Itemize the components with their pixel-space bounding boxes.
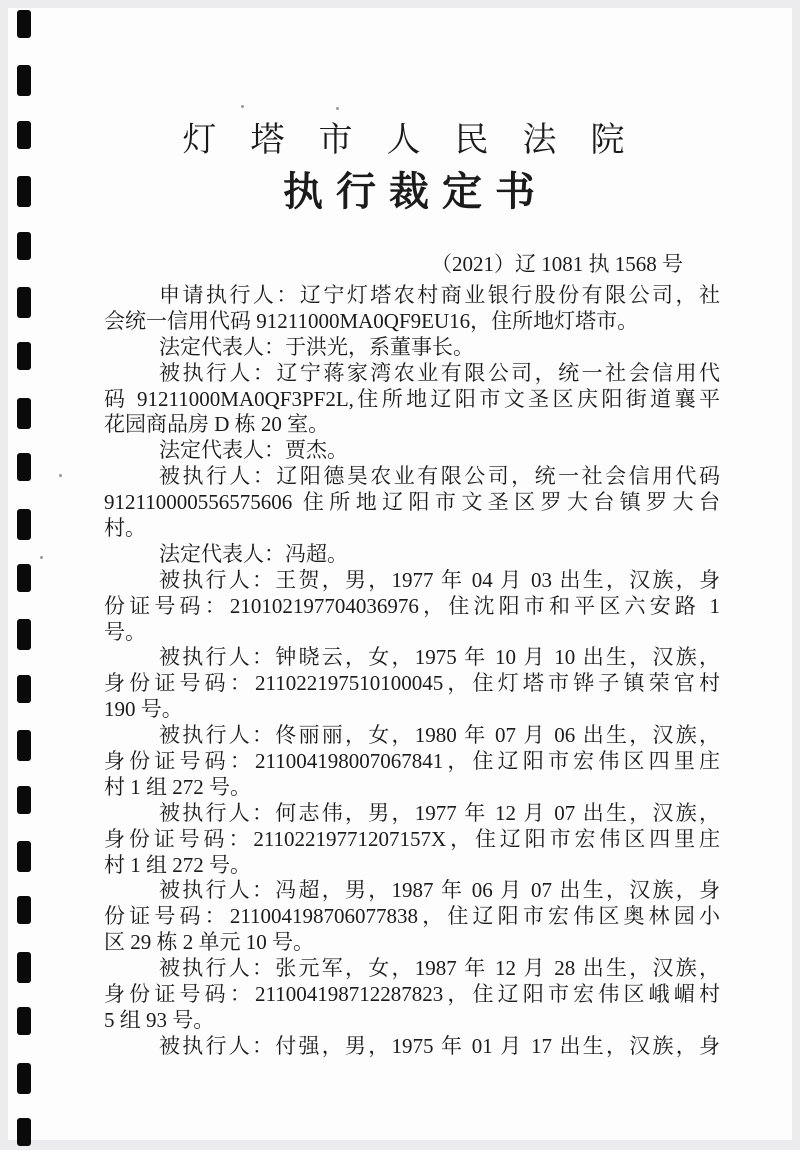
binding-hole <box>17 896 31 924</box>
document-line: 被执行人：付强，男，1975 年 01 月 17 出生，汉族，身 <box>159 1033 720 1058</box>
document-line: 区 29 栋 2 单元 10 号。 <box>104 930 314 955</box>
document-line: 190 号。 <box>104 697 183 722</box>
binding-hole <box>17 841 31 872</box>
binding-hole <box>17 730 31 761</box>
document-line: 申请执行人：辽宁灯塔农村商业银行股份有限公司，社 <box>159 283 720 307</box>
binding-hole <box>17 509 31 540</box>
document-line: 村 1 组 272 号。 <box>104 774 251 799</box>
document-line: 法定代表人：于洪光，系董事长。 <box>159 334 474 359</box>
document-line: 被执行人：钟晓云，女，1975 年 10 月 10 出生，汉族， <box>159 645 720 670</box>
binding-hole <box>17 10 31 38</box>
binding-hole <box>17 342 31 370</box>
binding-hole <box>17 65 31 96</box>
binding-hole <box>17 952 31 983</box>
court-name: 灯塔市人民法院 <box>182 122 659 159</box>
document-line: 会统一信用代码 91211000MA0QF9EU16，住所地灯塔市。 <box>104 308 639 333</box>
binding-hole <box>17 398 31 429</box>
document-line: 身份证号码：21102219771207157X，住辽阳市宏伟区四里庄 <box>104 826 720 851</box>
binding-hole <box>17 1063 31 1094</box>
document-line: 被执行人：冯超，男，1987 年 06 月 07 出生，汉族，身 <box>159 878 720 903</box>
document-line: 被执行人：佟丽丽，女，1980 年 07 月 06 出生，汉族， <box>159 723 720 748</box>
document-line: 村。 <box>104 516 146 541</box>
document-line: 码 91211000MA0QF3PF2L,住所地辽阳市文圣区庆阳街道襄平 <box>104 386 720 411</box>
document-line: 被执行人：王贺，男，1977 年 04 月 03 出生，汉族，身 <box>159 567 720 592</box>
document-line: 912110000556575606 住所地辽阳市文圣区罗大台镇罗大台 <box>104 490 720 515</box>
document-line: 份证号码：210102197704036976，住沈阳市和平区六安路 1 <box>104 593 720 618</box>
binding-hole <box>17 564 31 592</box>
binding-hole <box>17 176 31 207</box>
scan-speck <box>241 105 244 108</box>
binding-hole <box>17 675 31 703</box>
document-line: 被执行人：辽阳德昊农业有限公司，统一社会信用代码 <box>159 464 720 489</box>
binding-hole <box>17 287 31 318</box>
binding-hole <box>17 619 31 650</box>
document-title: 执行裁定书 <box>283 169 548 214</box>
document-line: 号。 <box>104 619 146 644</box>
document-line: 村 1 组 272 号。 <box>104 852 251 877</box>
scan-speck <box>40 556 43 559</box>
scan-speck <box>59 474 62 477</box>
case-number: （2021）辽 1081 执 1568 号 <box>431 252 683 276</box>
binding-hole <box>17 232 31 260</box>
document-line: 身份证号码：211004198712287823，住辽阳市宏伟区峨嵋村 <box>104 982 720 1007</box>
document-line: 被执行人：张元军，女，1987 年 12 月 28 出生，汉族， <box>159 956 720 981</box>
document-line: 法定代表人：贾杰。 <box>159 438 348 463</box>
document-line: 份证号码：211004198706077838，住辽阳市宏伟区奥林园小 <box>104 904 720 929</box>
binding-hole <box>17 121 31 149</box>
document-line: 身份证号码：211004198007067841，住辽阳市宏伟区四里庄 <box>104 749 720 774</box>
document-line: 花园商品房 D 栋 20 室。 <box>104 412 330 437</box>
document-body <box>104 283 720 1060</box>
binding-hole <box>17 786 31 814</box>
document-line: 被执行人：何志伟，男，1977 年 12 月 07 出生，汉族， <box>159 800 720 825</box>
document-line: 5 组 93 号。 <box>104 1007 215 1032</box>
binding-hole <box>17 453 31 481</box>
scan-speck <box>336 107 339 110</box>
document-line: 身份证号码：211022197510100045，住灯塔市铧子镇荣官村 <box>104 671 720 696</box>
document-line: 被执行人：辽宁蒋家湾农业有限公司，统一社会信用代 <box>159 360 720 385</box>
binding-hole <box>17 1118 31 1146</box>
binding-hole <box>17 1007 31 1035</box>
document-line: 法定代表人：冯超。 <box>159 541 348 566</box>
